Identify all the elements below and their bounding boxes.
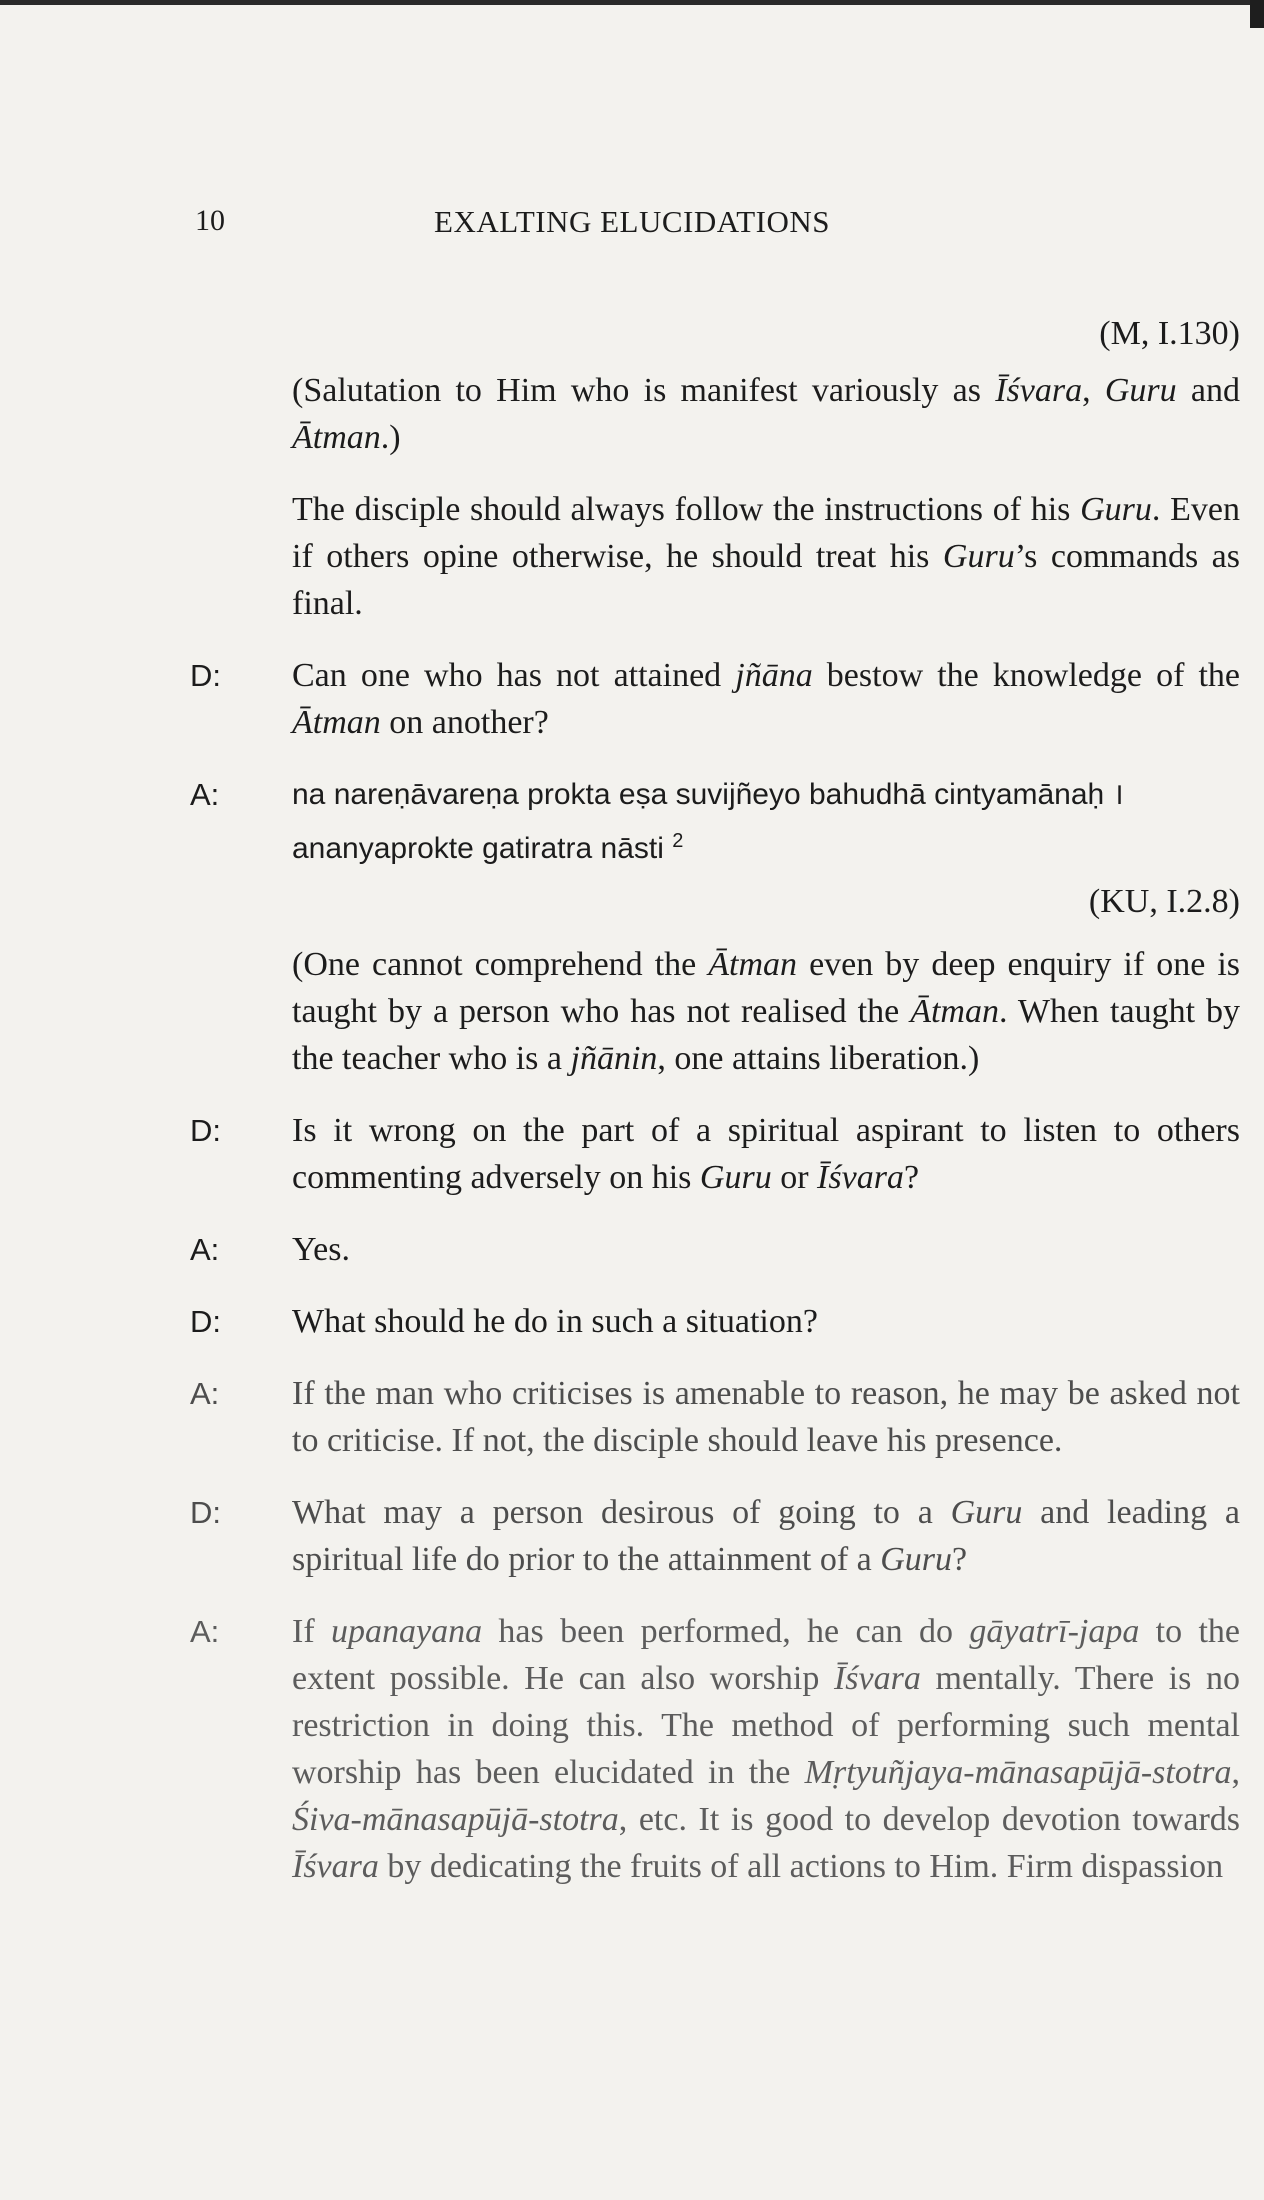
- question-4: [190, 1489, 1240, 1583]
- speaker-label: A:: [190, 1232, 220, 1267]
- answer-text: If upanayana has been performed, he can do gāyatrī-japa to the extent possible. He can also worship Īśvara mentally. There is no restriction in doing this. The method of performing such mental worship has been elucidated in the Mṛtyuñjaya-mānasapūjā-stotra, Śiva-mānasapūjā-stotra, etc. It is good to develop devotion towards Īśvara by dedicating the fruits of all actions to Him. Firm dispassion: [292, 1613, 1241, 1885]
- speaker-label: D:: [190, 1495, 221, 1530]
- answer-text: Yes.: [292, 1231, 350, 1268]
- question-text: What may a person desirous of going to a Guru and leading a spiritual life do prior to the attainment of a Guru?: [292, 1494, 1240, 1578]
- answer-1: [190, 771, 1240, 872]
- question-2: [190, 1107, 1240, 1201]
- answer-4: [190, 1608, 1240, 1890]
- page-edge-shadow: [0, 0, 1264, 5]
- term: Ātman: [292, 419, 381, 456]
- term: Guru: [1080, 491, 1152, 528]
- citation-ref: (M, I.130): [1099, 315, 1240, 352]
- answer-3: [190, 1370, 1240, 1464]
- speaker-label: A:: [190, 777, 220, 812]
- question-text: Can one who has not attained jñāna bestow the knowledge of the Ātman on another?: [292, 657, 1241, 741]
- page-number: 10: [195, 204, 225, 237]
- question-text: Is it wrong on the part of a spiritual aspirant to listen to others commenting adversely on his Guru or Īśvara?: [292, 1112, 1240, 1196]
- citation-ref: (KU, I.2.8): [1088, 883, 1240, 920]
- speaker-label: A:: [190, 1614, 220, 1649]
- term: Guru: [1104, 372, 1177, 409]
- speaker-label: D:: [190, 1113, 221, 1148]
- answer-2: [190, 1226, 1240, 1273]
- sanskrit-verse: na nareṇāvareṇa prokta eṣa suvijñeyo bahudhā cintyamānaḥ । ananyaprokte gatiratra nāsti $^2$: [292, 778, 1124, 865]
- running-head-title: EXALTING ELUCIDATIONS: [434, 204, 830, 239]
- page-body: [190, 310, 1240, 1915]
- question-3: [190, 1298, 1240, 1345]
- speaker-label: D:: [190, 1304, 221, 1339]
- speaker-label: D:: [190, 658, 221, 693]
- translation-paragraph: (One cannot comprehend the Ātman even by deep enquiry if one is taught by a person who has not realised the Ātman. When taught by the teacher who is a jñānin, one attains liberation.): [292, 946, 1240, 1077]
- term: Guru: [942, 538, 1015, 575]
- instruction-paragraph: The disciple should always follow the instructions of his Guru. Even if others opine otherwise, he should treat his Guru’s commands as final.: [292, 491, 1241, 622]
- question-1: [190, 652, 1240, 746]
- speaker-label: A:: [190, 1376, 220, 1411]
- footnote-marker: 2: [672, 830, 684, 852]
- question-text: What should he do in such a situation?: [292, 1303, 818, 1340]
- term: Īśvara: [995, 372, 1083, 409]
- answer-text: If the man who criticises is amenable to reason, he may be asked not to criticise. If not, the disciple should leave his presence.: [292, 1375, 1240, 1459]
- salutation-paragraph: (Salutation to Him who is manifest variously as Īśvara, Guru and Ātman.): [292, 372, 1240, 456]
- page-corner-shadow: [1250, 0, 1264, 28]
